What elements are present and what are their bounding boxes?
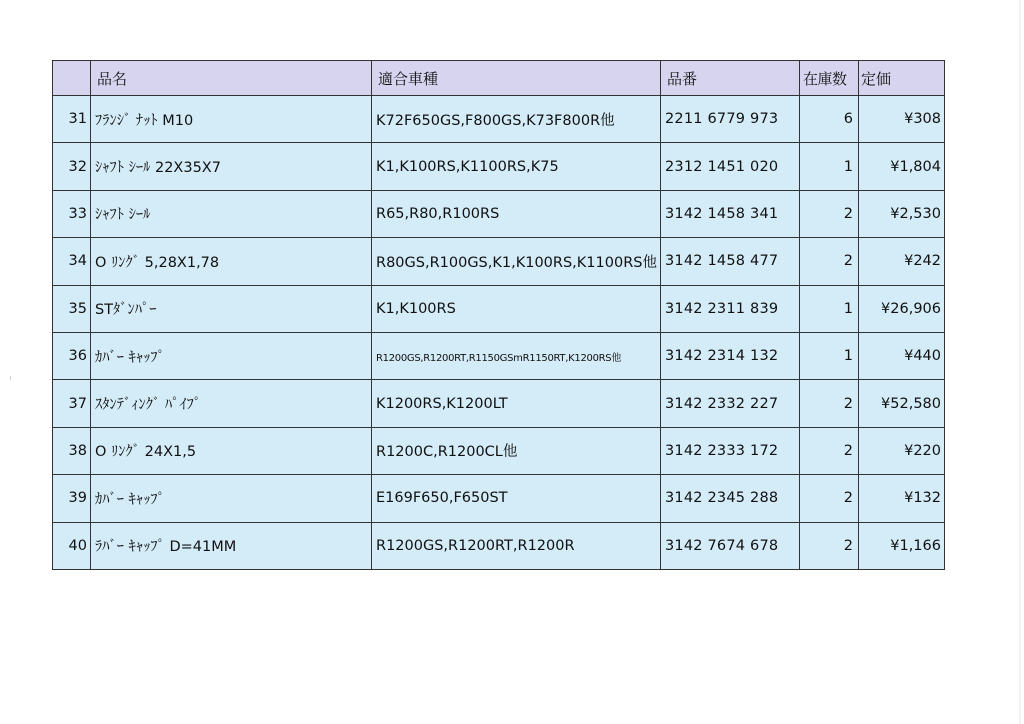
row-part-no: 3142 2332 227 bbox=[661, 380, 800, 427]
row-name: ｼｬﾌﾄ ｼｰﾙ bbox=[91, 190, 372, 237]
scan-speck bbox=[10, 376, 11, 380]
row-no: 39 bbox=[53, 475, 91, 522]
row-name: ｶﾊﾞｰ ｷｬｯﾌﾟ bbox=[91, 332, 372, 379]
row-price: ¥132 bbox=[859, 475, 945, 522]
header-part-no: 品番 bbox=[661, 61, 800, 96]
row-price: ¥26,906 bbox=[859, 285, 945, 332]
row-price: ¥52,580 bbox=[859, 380, 945, 427]
table-row bbox=[53, 380, 945, 427]
row-price: ¥220 bbox=[859, 427, 945, 474]
row-price: ¥1,166 bbox=[859, 522, 945, 569]
row-name: STﾀﾞﾝﾊﾟｰ bbox=[91, 285, 372, 332]
row-name: ｶﾊﾞｰ ｷｬｯﾌﾟ bbox=[91, 475, 372, 522]
table-row bbox=[53, 332, 945, 379]
row-stock: 2 bbox=[800, 522, 859, 569]
row-part-no: 3142 2345 288 bbox=[661, 475, 800, 522]
row-name: O ﾘﾝｸﾞ 24X1,5 bbox=[91, 427, 372, 474]
row-name: ﾗﾊﾞｰ ｷｬｯﾌﾟ D=41MM bbox=[91, 522, 372, 569]
row-no: 35 bbox=[53, 285, 91, 332]
row-part-no: 3142 2333 172 bbox=[661, 427, 800, 474]
parts-inventory-table bbox=[52, 60, 945, 570]
row-part-no: 3142 7674 678 bbox=[661, 522, 800, 569]
row-no: 37 bbox=[53, 380, 91, 427]
row-fitment: K1,K100RS bbox=[372, 285, 661, 332]
row-fitment: R65,R80,R100RS bbox=[372, 190, 661, 237]
row-stock: 1 bbox=[800, 332, 859, 379]
row-no: 36 bbox=[53, 332, 91, 379]
row-fitment: R1200GS,R1200RT,R1200R bbox=[372, 522, 661, 569]
row-fitment: K72F650GS,F800GS,K73F800R他 bbox=[372, 96, 661, 143]
table-row bbox=[53, 238, 945, 285]
scan-edge-shadow bbox=[1019, 0, 1021, 724]
header-stock: 在庫数 bbox=[800, 61, 859, 96]
table-row bbox=[53, 475, 945, 522]
row-fitment: R80GS,R100GS,K1,K100RS,K1100RS他 bbox=[372, 238, 661, 285]
row-price: ¥308 bbox=[859, 96, 945, 143]
header-no bbox=[53, 61, 91, 96]
row-stock: 6 bbox=[800, 96, 859, 143]
table-row bbox=[53, 427, 945, 474]
row-stock: 2 bbox=[800, 427, 859, 474]
row-name: ｼｬﾌﾄ ｼｰﾙ 22X35X7 bbox=[91, 143, 372, 190]
row-stock: 2 bbox=[800, 190, 859, 237]
table-row bbox=[53, 522, 945, 569]
row-stock: 1 bbox=[800, 285, 859, 332]
row-fitment: R1200GS,R1200RT,R1150GSmR1150RT,K1200RS他 bbox=[372, 332, 661, 379]
row-name: ﾌﾗﾝｼﾞ ﾅｯﾄ M10 bbox=[91, 96, 372, 143]
header-price: 定価 bbox=[859, 61, 945, 96]
row-no: 40 bbox=[53, 522, 91, 569]
row-price: ¥2,530 bbox=[859, 190, 945, 237]
row-price: ¥242 bbox=[859, 238, 945, 285]
row-part-no: 2211 6779 973 bbox=[661, 96, 800, 143]
row-no: 34 bbox=[53, 238, 91, 285]
row-price: ¥440 bbox=[859, 332, 945, 379]
row-name: ｽﾀﾝﾃﾞｨﾝｸﾞ ﾊﾟｲﾌﾟ bbox=[91, 380, 372, 427]
row-no: 31 bbox=[53, 96, 91, 143]
row-stock: 2 bbox=[800, 475, 859, 522]
table-header-row bbox=[53, 61, 945, 96]
row-no: 38 bbox=[53, 427, 91, 474]
row-no: 33 bbox=[53, 190, 91, 237]
row-part-no: 2312 1451 020 bbox=[661, 143, 800, 190]
header-fitment: 適合車種 bbox=[372, 61, 661, 96]
row-part-no: 3142 2314 132 bbox=[661, 332, 800, 379]
row-part-no: 3142 1458 477 bbox=[661, 238, 800, 285]
header-name: 品名 bbox=[91, 61, 372, 96]
table-row bbox=[53, 143, 945, 190]
row-part-no: 3142 1458 341 bbox=[661, 190, 800, 237]
row-fitment: E169F650,F650ST bbox=[372, 475, 661, 522]
row-name: O ﾘﾝｸﾞ 5,28X1,78 bbox=[91, 238, 372, 285]
table-row bbox=[53, 190, 945, 237]
row-fitment: K1200RS,K1200LT bbox=[372, 380, 661, 427]
row-part-no: 3142 2311 839 bbox=[661, 285, 800, 332]
row-price: ¥1,804 bbox=[859, 143, 945, 190]
row-fitment: R1200C,R1200CL他 bbox=[372, 427, 661, 474]
row-stock: 2 bbox=[800, 238, 859, 285]
table-row bbox=[53, 96, 945, 143]
row-stock: 2 bbox=[800, 380, 859, 427]
row-stock: 1 bbox=[800, 143, 859, 190]
row-fitment: K1,K100RS,K1100RS,K75 bbox=[372, 143, 661, 190]
row-no: 32 bbox=[53, 143, 91, 190]
table-row bbox=[53, 285, 945, 332]
